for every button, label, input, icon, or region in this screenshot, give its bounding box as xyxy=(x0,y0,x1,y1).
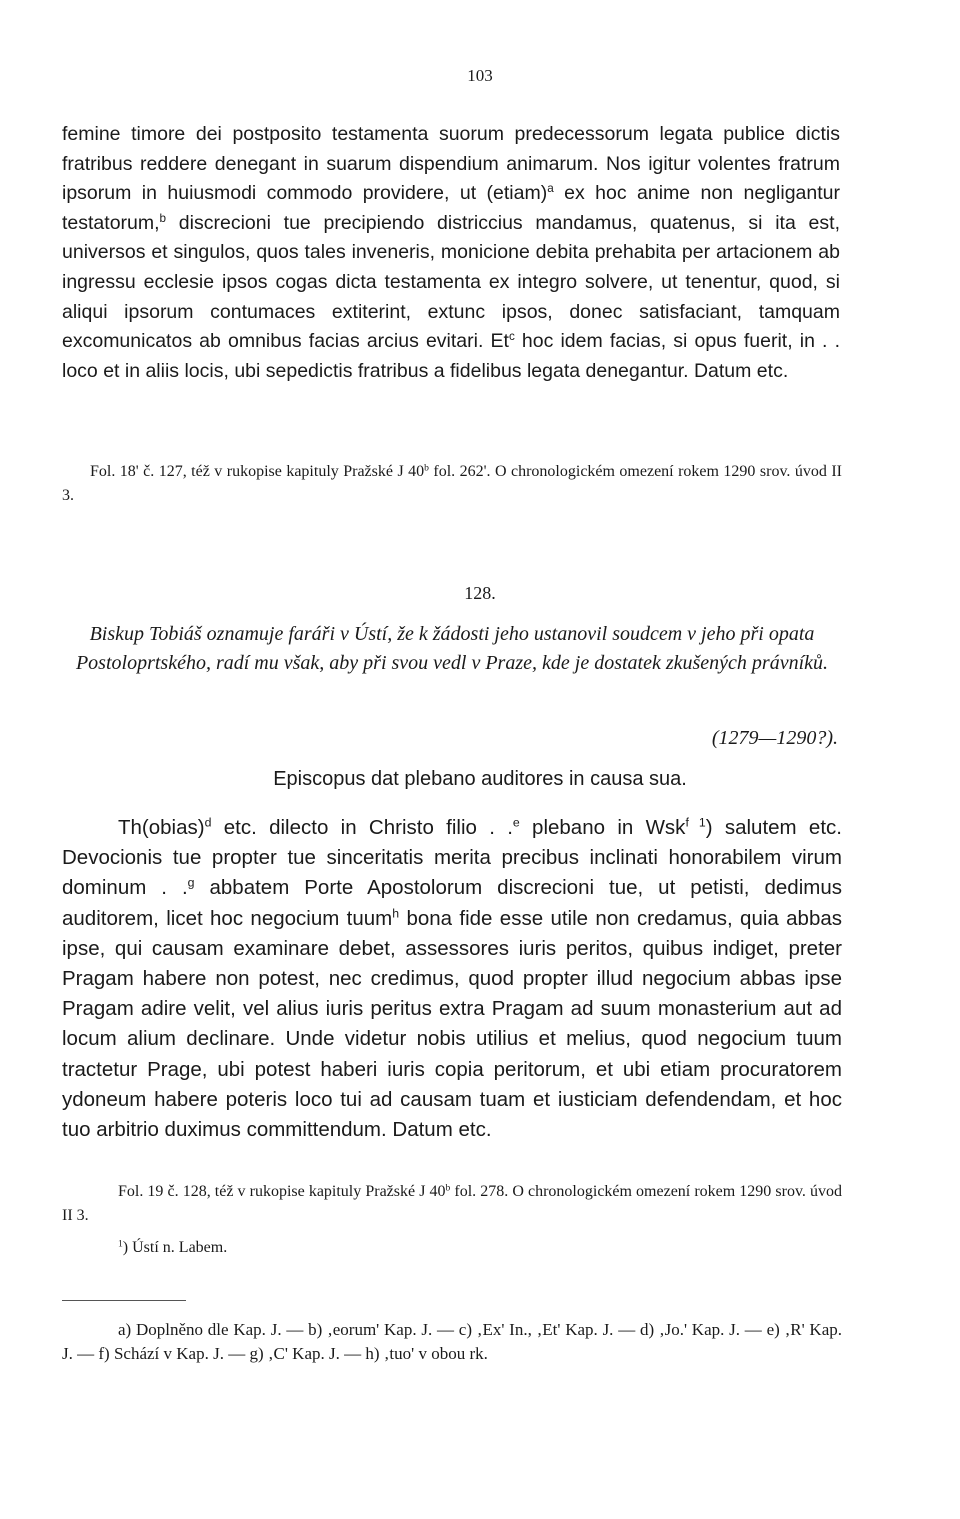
entry-number: 128. xyxy=(464,583,496,603)
text-run: abbatem Porte Apostolorum discrecioni tue, ut petisti, dedimus auditorem, licet hoc negocium tuum xyxy=(62,876,842,930)
text-run: discrecioni tue precipiendo districcius mandamus, quatenus, si ita est, universos et singulos, quos tales inveneris, monicione debita prehabita per artacionem ab ingressu ecclesie ipsos cogas dicta testamenta ex integro solvere, ut tenentur, quod, si aliqui ipsorum contumaces extiterint, extunc ipsos, donec satisfaciant, tamquam excomunicatos ab omnibus facias arcius evitari. Et xyxy=(62,211,840,353)
text-run: ) salutem etc. Devocionis tue propter tue sinceritatis merita precibus inclinati honorabilem virum dominum . . xyxy=(62,816,842,900)
superscript: b xyxy=(424,462,429,474)
paragraph-128 xyxy=(62,813,842,1145)
text-run: fol. 278. O chronologickém omezení rokem 1290 srov. úvod II 3. xyxy=(62,1183,842,1224)
footnote-marker: e xyxy=(512,815,520,830)
text-run: Fol. 18' č. 127, též v rukopise kapituly Pražské J 40 xyxy=(90,463,425,480)
text-run: etc. dilecto in Christo filio . . xyxy=(211,816,513,839)
latin-heading: Episcopus dat plebano auditores in causa sua. xyxy=(273,768,687,790)
text-run: ) Ústí n. Labem. xyxy=(122,1239,228,1256)
place-note xyxy=(62,1236,842,1260)
text-run: Fol. 19 č. 128, též v rukopise kapituly Pražské J 40 xyxy=(118,1183,446,1200)
footnote-marker: d xyxy=(204,815,212,830)
footnotes xyxy=(62,1318,842,1366)
text-run: bona fide esse utile non credamus, quia abbas ipse, qui causam examinare debet, assessores iuris peritos, quibus indiget, preter Pragam habere non potest, nec credimus, quod propter illud negocium abbas ipse Pragam adire velit, vel alius iuris peritus extra Pragam ad suum monasterium aut ad locum alium declinare. Unde videtur nobis utilius et melius, quod negocium tuum tractetur Prage, ubi potest haberi iuris copia peritorum, et ubi etiam procuratorem ydoneum habere poteris loco tui ad causam tuam et iusticiam defendendam, et hoc tuo arbitrio duximus committendum. Datum etc. xyxy=(62,906,843,1142)
source-note-text xyxy=(62,1180,842,1228)
text-run: femine timore dei postposito testamenta suorum predecessorum legata publice dictis fratribus reddere denegant in suarum dispendium animarum. Nos igitur volentes fratrum ipsorum in huiusmodi commodo providere, ut (etiam) xyxy=(62,123,840,205)
source-note-127 xyxy=(62,460,842,508)
footnotes-text: a) Doplněno dle Kap. J. — b) ‚eorum' Kap. J. — c) ‚Ex' In., ‚Et' Kap. J. — d) ‚Jo.' Kap. J. — e) ‚R' Kap. J. — f) Schází v Kap. J. — g) ‚C' Kap. J. — h) ‚tuo' v obou rk. xyxy=(62,1320,842,1363)
text-run: plebano in Wsk xyxy=(519,816,686,839)
text-run: ex hoc anime non negligantur testatorum, xyxy=(62,182,840,234)
footnote-marker: b xyxy=(159,211,167,225)
footnote-marker: g xyxy=(187,876,195,891)
letter-body-127 xyxy=(62,120,840,386)
footnote-marker: f 1 xyxy=(685,815,706,830)
entry-date: (1279—1290?). xyxy=(711,727,838,749)
footnote-marker: 1 xyxy=(118,1238,123,1250)
footnote-divider xyxy=(62,1300,186,1301)
text-run: hoc idem facias, si opus fuerit, in . . loco et in aliis locis, ubi sepedictis fratribus a fidelibus legata denegantur. Datum etc. xyxy=(62,330,840,382)
text-run: Th(obias) xyxy=(118,816,205,839)
superscript: b xyxy=(445,1182,451,1194)
letter-body-128 xyxy=(62,813,842,1145)
czech-summary: Biskup Tobiáš oznamuje faráři v Ústí, že k žádosti jeho ustanovil soudcem v jeho při opata Postoloprtského, radí mu však, aby při svou vedl v Praze, kde je dostatek zkušených právníků. xyxy=(75,623,829,674)
footnote-marker: h xyxy=(392,906,400,921)
footnote-marker: a xyxy=(547,182,554,196)
text-run: fol. 262'. O chronologickém omezení rokem 1290 srov. úvod II 3. xyxy=(62,463,843,504)
source-note-text xyxy=(62,460,842,508)
footnote-marker: c xyxy=(508,330,515,344)
page-number: 103 xyxy=(467,66,493,85)
source-note-128 xyxy=(62,1180,842,1260)
paragraph-127 xyxy=(62,120,840,386)
